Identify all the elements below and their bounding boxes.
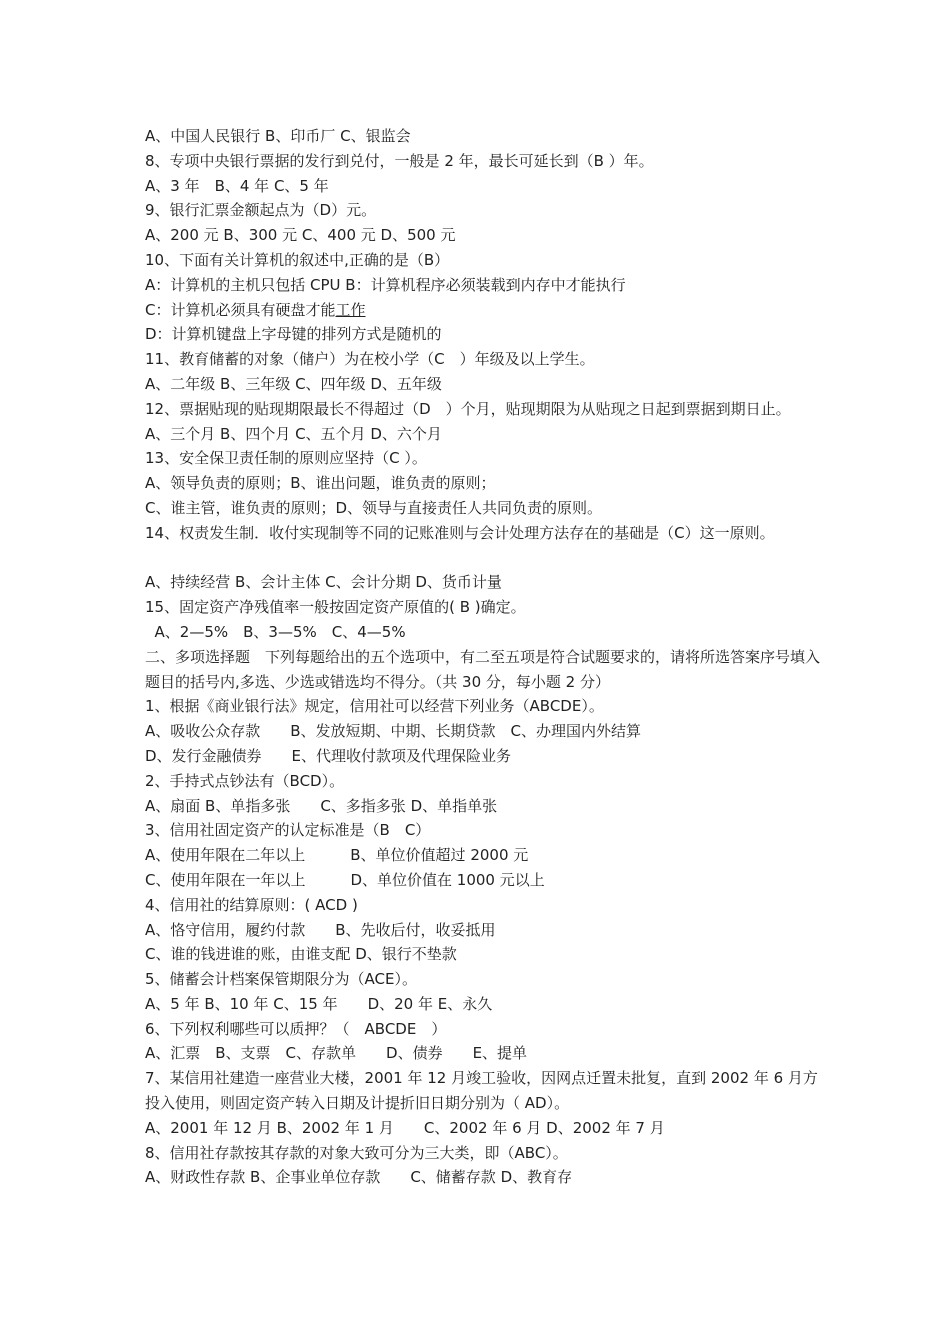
question-line: 9、银行汇票金额起点为（D）元。 — [145, 201, 377, 220]
text-line: A：计算机的主机只包括 CPU B：计算机程序必须装载到内存中才能执行 — [145, 275, 626, 294]
text-line: A、2—5% B、3—5% C、4—5% — [145, 622, 406, 641]
text-line: C、谁的钱进谁的账，由谁支配 D、银行不垫款 — [145, 945, 457, 964]
question-line: 13、安全保卫责任制的原则应坚持（C ）。 — [145, 449, 427, 468]
text-line: A、汇票 B、支票 C、存款单 D、债券 E、提单 — [145, 1044, 528, 1063]
question-line: 3、信用社固定资产的认定标准是（B C） — [145, 821, 431, 840]
text-line: D、发行金融债券 E、代理收付款项及代理保险业务 — [145, 746, 512, 765]
question-line: 6、下列权利哪些可以质押？（ ABCDE ） — [145, 1019, 447, 1038]
question-line: 12、票据贴现的贴现期限最长不得超过（D ）个月，贴现期限为从贴现之日起到票据到期日止。 — [145, 399, 791, 418]
question-line: 7、某信用社建造一座营业大楼，2001 年 12 月竣工验收，因网点迁置未批复，直到 2002 年 6 月方投入使用，则固定资产转入日期及计提折旧日期分别为（ AD）。 — [145, 1069, 818, 1113]
text-line: C、谁主管，谁负责的原则；D、领导与直接责任人共同负责的原则。 — [145, 498, 603, 517]
question-line: 4、信用社的结算原则：( ACD ) — [145, 895, 358, 914]
text-line: A、使用年限在二年以上 B、单位价值超过 2000 元 — [145, 846, 529, 865]
text-line: A、扇面 B、单指多张 C、多指多张 D、单指单张 — [145, 796, 498, 815]
document-body — [145, 124, 825, 1190]
question-line: 1、根据《商业银行法》规定，信用社可以经营下列业务（ABCDE）。 — [145, 697, 604, 716]
text-line: A、领导负责的原则；B、谁出问题，谁负责的原则； — [145, 474, 496, 493]
text-line: C、使用年限在一年以上 D、单位价值在 1000 元以上 — [145, 870, 545, 889]
text-line: A、财政性存款 B、企事业单位存款 C、储蓄存款 D、教育存 — [145, 1168, 573, 1187]
section-heading: 二、多项选择题 下列每题给出的五个选项中，有二至五项是符合试题要求的，请将所选答案序号填入题目的括号内,多选、少选或错选均不得分。（共 30 分，每小题 2 分） — [145, 647, 821, 691]
text-line: A、200 元 B、300 元 C、400 元 D、500 元 — [145, 226, 456, 245]
question-line: 11、教育储蓄的对象（储户）为在校小学（C ）年级及以上学生。 — [145, 350, 595, 369]
question-line: 8、专项中央银行票据的发行到兑付，一般是 2 年，最长可延长到（B ）年。 — [145, 151, 654, 170]
question-line: 14、权责发生制．收付实现制等不同的记账准则与会计处理方法存在的基础是（C）这一原则。 — [145, 523, 775, 542]
underlined-word: 工作 — [335, 300, 366, 319]
text-line: A、三个月 B、四个月 C、五个月 D、六个月 — [145, 424, 442, 443]
question-line: 8、信用社存款按其存款的对象大致可分为三大类，即（ABC）。 — [145, 1143, 568, 1162]
question-line: 15、固定资产净残值率一般按固定资产原值的( B )确定。 — [145, 598, 526, 617]
text-fragment: C：计算机必须具有硬盘才能 — [145, 300, 336, 319]
question-line: 2、手持式点钞法有（BCD）。 — [145, 771, 345, 790]
text-line: A、中国人民银行 B、印币厂 C、银监会 — [145, 127, 411, 145]
text-line: A、吸收公众存款 B、发放短期、中期、长期贷款 C、办理国内外结算 — [145, 722, 642, 741]
text-line: A、恪守信用，履约付款 B、先收后付，收妥抵用 — [145, 920, 496, 939]
question-line: 5、储蓄会计档案保管期限分为（ACE）。 — [145, 970, 417, 989]
text-line: A、3 年 B、4 年 C、5 年 — [145, 176, 329, 195]
blank-line — [145, 546, 825, 571]
text-line: A、持续经营 B、会计主体 C、会计分期 D、货币计量 — [145, 573, 502, 592]
question-line: 10、下面有关计算机的叙述中,正确的是（B） — [145, 250, 450, 269]
text-line: D：计算机键盘上字母键的排列方式是随机的 — [145, 325, 442, 344]
text-line: A、2001 年 12 月 B、2002 年 1 月 C、2002 年 6 月 D、2002 年 7 月 — [145, 1118, 665, 1137]
text-line: A、二年级 B、三年级 C、四年级 D、五年级 — [145, 374, 442, 393]
text-line: A、5 年 B、10 年 C、15 年 D、20 年 E、永久 — [145, 994, 493, 1013]
text-line — [145, 298, 825, 323]
